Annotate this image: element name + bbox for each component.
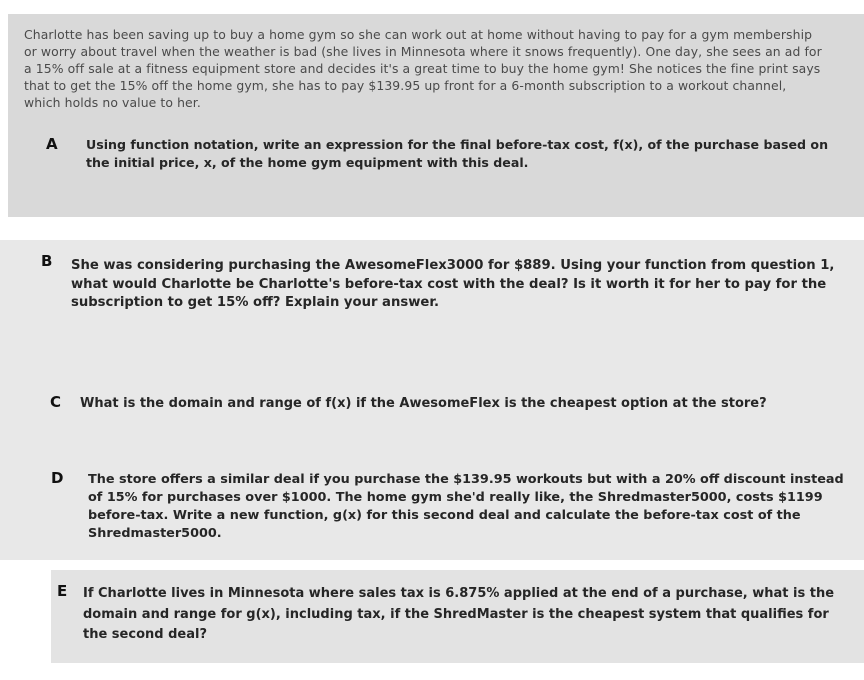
question-c-letter: C <box>50 393 62 411</box>
question-b-text: She was considering purchasing the AwesomeFlex3000 for $889. Using your function from question 1, what would Charlotte be Charlotte's before-tax cost with the deal? Is it worth it for her to pay for the subscription to get 15% off? Explain your answer. <box>71 258 835 310</box>
intro-paragraph: Charlotte has been saving up to buy a home gym so she can work out at home without having to pay for a gym membership or worry about travel when the weather is bad (she lives in Minnesota where it snows frequently). One day, she sees an ad for a 15% off sale at a fitness equipment store and decides it's a great time to buy the home gym! She notices the fine print says that to get the 15% off the home gym, she has to pay $139.95 up front for a 6-month subscription to a workout channel, which holds no value to her. <box>24 27 822 110</box>
question-d-text: The store offers a similar deal if you purchase the $139.95 workouts but with a 20% off discount instead of 15% for purchases over $1000. The home gym she'd really like, the Shredmaster5000, costs $1199 before-tax. Write a new function, g(x) for this second deal and calculate the before-tax cost of the Shredmaster5000. <box>88 472 844 541</box>
question-b-letter: B <box>41 252 53 270</box>
question-d-letter: D <box>51 469 64 487</box>
question-c-text: What is the domain and range of f(x) if the AwesomeFlex is the cheapest option at the store? <box>80 396 767 411</box>
question-e-letter: E <box>57 582 68 600</box>
question-e-text: If Charlotte lives in Minnesota where sales tax is 6.875% applied at the end of a purchase, what is the domain and range for g(x), including tax, if the ShredMaster is the cheapest system that qualifies for the second deal? <box>83 586 835 642</box>
question-a-letter: A <box>46 135 58 153</box>
question-a-text: Using function notation, write an expression for the final before-tax cost, f(x), of the purchase based on the initial price, x, of the home gym equipment with this deal. <box>86 137 829 170</box>
